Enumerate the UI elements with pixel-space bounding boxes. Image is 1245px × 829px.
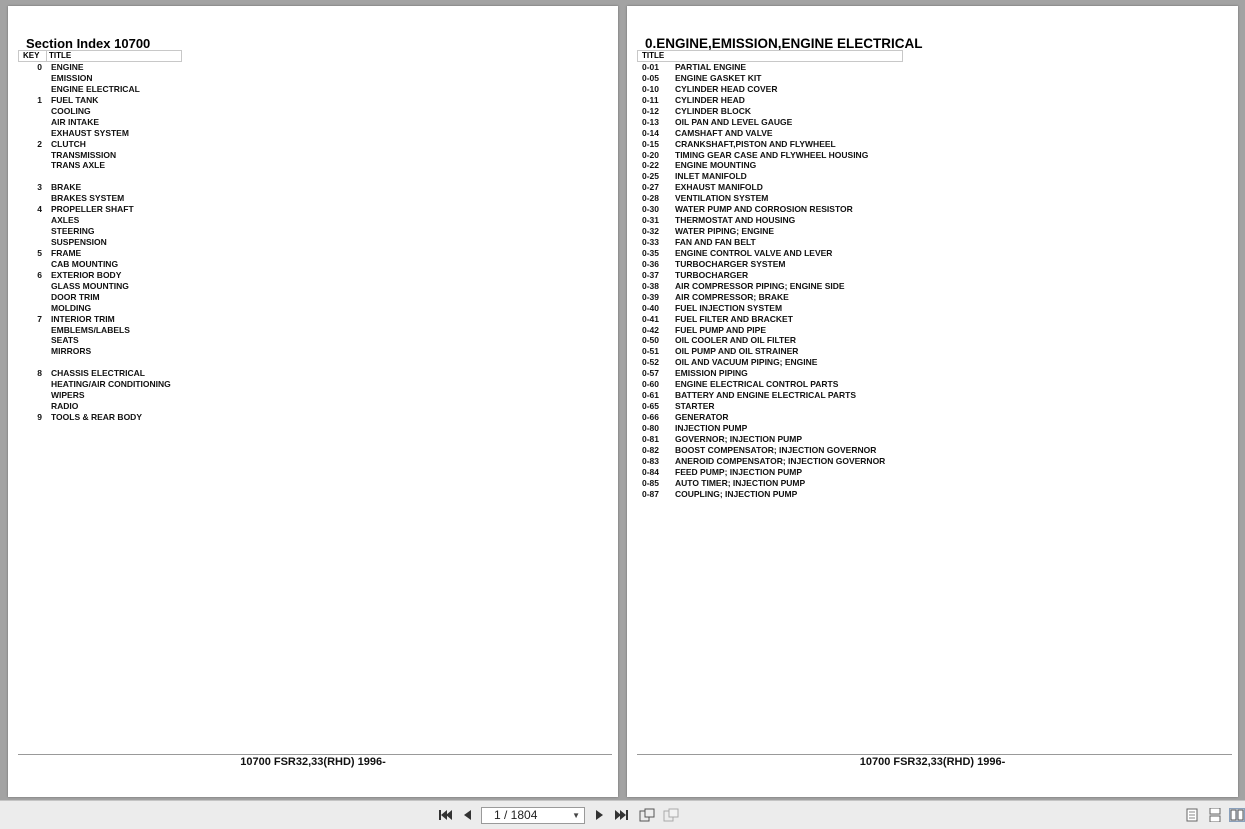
right-page (627, 6, 1238, 797)
row-key: 8 (37, 368, 42, 379)
row-title: COUPLING; INJECTION PUMP (675, 488, 798, 499)
row-title: ANEROID COMPENSATOR; INJECTION GOVERNOR (675, 455, 886, 466)
row-key: 0-37 (642, 269, 660, 280)
row-title: TRANSMISSION (51, 149, 117, 160)
last-page-icon[interactable] (614, 808, 630, 822)
row-title: STARTER (675, 401, 715, 412)
row-key: 0-66 (642, 412, 660, 422)
row-title: BRAKE (51, 182, 82, 193)
two-page-view-icon[interactable] (1229, 808, 1245, 822)
row-title: STEERING (51, 226, 95, 237)
row-key: 0-87 (642, 488, 660, 499)
row-title: PARTIAL ENGINE (675, 62, 746, 72)
row-key: 0-31 (642, 215, 660, 226)
row-title: GENERATOR (675, 412, 729, 422)
row-title: MIRRORS (51, 346, 92, 357)
row-title: OIL AND VACUUM PIPING; ENGINE (675, 357, 818, 368)
row-key: 0-42 (642, 324, 660, 335)
row-title: THERMOSTAT AND HOUSING (675, 215, 796, 226)
row-title: HEATING/AIR CONDITIONING (51, 379, 171, 390)
row-key: 0-15 (642, 138, 660, 149)
row-key: 0-57 (642, 368, 660, 379)
page-footer: 10700 FSR32,33(RHD) 1996- (859, 756, 1006, 768)
left-page (8, 6, 618, 797)
table-header (637, 50, 903, 62)
footer-divider (637, 754, 1232, 755)
row-title: CHASSIS ELECTRICAL (51, 368, 145, 379)
row-title: CAB MOUNTING (51, 258, 119, 269)
row-key: 0-50 (642, 335, 660, 346)
row-key: 0-40 (642, 302, 660, 313)
row-key: 5 (37, 247, 42, 258)
row-title: RADIO (51, 401, 79, 412)
row-key: 0-28 (642, 193, 660, 204)
row-key: 0-10 (642, 83, 660, 94)
row-title: INTERIOR TRIM (51, 313, 115, 324)
row-key: 0-41 (642, 313, 660, 324)
row-title: AUTO TIMER; INJECTION PUMP (675, 477, 806, 488)
row-title: OIL PAN AND LEVEL GAUGE (675, 116, 793, 127)
row-key: 0-12 (642, 105, 660, 116)
row-title: FAN AND FAN BELT (675, 237, 756, 247)
row-title: CRANKSHAFT,PISTON AND FLYWHEEL (675, 138, 836, 149)
row-title: AIR INTAKE (51, 116, 100, 127)
row-title: INLET MANIFOLD (675, 171, 747, 182)
row-title: WIPERS (51, 390, 85, 401)
row-title: TURBOCHARGER SYSTEM (675, 258, 786, 269)
row-title: WATER PUMP AND CORROSION RESISTOR (675, 204, 853, 215)
row-title: EXHAUST SYSTEM (51, 127, 129, 138)
row-title: WATER PIPING; ENGINE (675, 226, 775, 237)
row-title: FUEL TANK (51, 94, 99, 105)
row-title: TOOLS & REAR BODY (51, 412, 142, 422)
row-key: 0-22 (642, 160, 660, 171)
row-title: CAMSHAFT AND VALVE (675, 127, 773, 138)
page-indicator: 1 / 1804 (494, 808, 538, 822)
row-title: AXLES (51, 215, 80, 226)
row-title: SEATS (51, 335, 79, 346)
row-title: GOVERNOR; INJECTION PUMP (675, 433, 803, 444)
row-key: 0-85 (642, 477, 660, 488)
row-title: CYLINDER BLOCK (675, 105, 752, 116)
row-title: INJECTION PUMP (675, 422, 748, 433)
row-key: 0 (37, 62, 42, 72)
row-key: 7 (37, 313, 42, 324)
row-title: ENGINE (51, 62, 84, 72)
row-key: 9 (37, 412, 42, 422)
row-title: TURBOCHARGER (675, 269, 749, 280)
row-title: CYLINDER HEAD COVER (675, 83, 778, 94)
row-title: EMBLEMS/LABELS (51, 324, 130, 335)
row-title: FUEL PUMP AND PIPE (675, 324, 766, 335)
row-key: 4 (37, 204, 42, 215)
row-title: ENGINE GASKET KIT (675, 72, 762, 83)
row-title: ENGINE MOUNTING (675, 160, 757, 171)
next-page-icon[interactable] (592, 808, 608, 822)
row-key: 0-33 (642, 237, 660, 247)
navigation-toolbar (0, 800, 1245, 829)
title-column-header: TITLE (642, 51, 665, 60)
row-key: 0-20 (642, 149, 660, 160)
row-title: EXTERIOR BODY (51, 269, 122, 280)
row-key: 2 (37, 138, 42, 149)
row-key: 0-80 (642, 422, 660, 433)
row-title: PROPELLER SHAFT (51, 204, 134, 215)
row-title: ENGINE CONTROL VALVE AND LEVER (675, 247, 833, 258)
row-title: TRANS AXLE (51, 160, 105, 171)
column-divider (46, 51, 47, 61)
row-title: EXHAUST MANIFOLD (675, 182, 763, 193)
row-key: 0-83 (642, 455, 660, 466)
row-key: 0-82 (642, 444, 660, 455)
row-title: BRAKES SYSTEM (51, 193, 125, 204)
row-key: 0-27 (642, 182, 660, 193)
page-title: Section Index 10700 (26, 36, 151, 51)
row-title: COOLING (51, 105, 91, 116)
row-key: 0-25 (642, 171, 660, 182)
single-page-view-icon[interactable] (1184, 808, 1200, 822)
row-key: 0-52 (642, 357, 660, 368)
row-title: EMISSION PIPING (675, 368, 748, 379)
row-key: 0-39 (642, 291, 660, 302)
page-title: 0.ENGINE,EMISSION,ENGINE ELECTRICAL (645, 36, 923, 51)
row-title: EMISSION (51, 72, 93, 83)
row-title: AIR COMPRESSOR; BRAKE (675, 291, 789, 302)
row-title: ENGINE ELECTRICAL CONTROL PARTS (675, 379, 839, 390)
row-title: MOLDING (51, 302, 92, 313)
row-title: AIR COMPRESSOR PIPING; ENGINE SIDE (675, 280, 845, 291)
row-key: 0-51 (642, 346, 660, 357)
row-title: VENTILATION SYSTEM (675, 193, 769, 204)
row-key: 0-60 (642, 379, 660, 390)
row-title: BOOST COMPENSATOR; INJECTION GOVERNOR (675, 444, 877, 455)
first-page-icon[interactable] (437, 808, 453, 822)
row-title: FUEL INJECTION SYSTEM (675, 302, 783, 313)
row-key: 6 (37, 269, 42, 280)
row-key: 0-14 (642, 127, 660, 138)
row-title: OIL COOLER AND OIL FILTER (675, 335, 797, 346)
row-title: TIMING GEAR CASE AND FLYWHEEL HOUSING (675, 149, 869, 160)
key-column-header: KEY (23, 51, 40, 60)
title-column-header: TITLE (49, 51, 72, 60)
page-footer: 10700 FSR32,33(RHD) 1996- (240, 756, 386, 768)
row-title: GLASS MOUNTING (51, 280, 129, 291)
row-title: DOOR TRIM (51, 291, 100, 302)
row-title: FRAME (51, 247, 82, 258)
row-key: 1 (37, 94, 42, 105)
row-key: 0-61 (642, 390, 660, 401)
row-title: FEED PUMP; INJECTION PUMP (675, 466, 803, 477)
continuous-view-icon[interactable] (1207, 808, 1223, 822)
row-key: 0-01 (642, 62, 660, 72)
row-key: 3 (37, 182, 42, 193)
row-key: 0-35 (642, 247, 660, 258)
row-title: BATTERY AND ENGINE ELECTRICAL PARTS (675, 390, 857, 401)
row-key: 0-13 (642, 116, 660, 127)
row-key: 0-30 (642, 204, 660, 215)
row-title: ENGINE ELECTRICAL (51, 83, 140, 94)
footer-divider (18, 754, 612, 755)
row-title: OIL PUMP AND OIL STRAINER (675, 346, 799, 357)
row-title: CLUTCH (51, 138, 86, 149)
page-number-select[interactable] (481, 807, 585, 824)
previous-page-icon[interactable] (460, 808, 476, 822)
row-key: 0-81 (642, 433, 660, 444)
row-key: 0-05 (642, 72, 660, 83)
row-title: SUSPENSION (51, 237, 107, 247)
row-title: FUEL FILTER AND BRACKET (675, 313, 793, 324)
copy-icon[interactable] (663, 808, 679, 822)
row-title: CYLINDER HEAD (675, 94, 745, 105)
row-key: 0-65 (642, 401, 660, 412)
row-key: 0-11 (642, 94, 659, 105)
row-key: 0-32 (642, 226, 660, 237)
dropdown-arrow-icon: ▼ (572, 811, 580, 820)
row-key: 0-84 (642, 466, 660, 477)
row-key: 0-38 (642, 280, 660, 291)
rotate-icon[interactable] (639, 808, 655, 822)
table-header (18, 50, 182, 62)
row-key: 0-36 (642, 258, 660, 269)
